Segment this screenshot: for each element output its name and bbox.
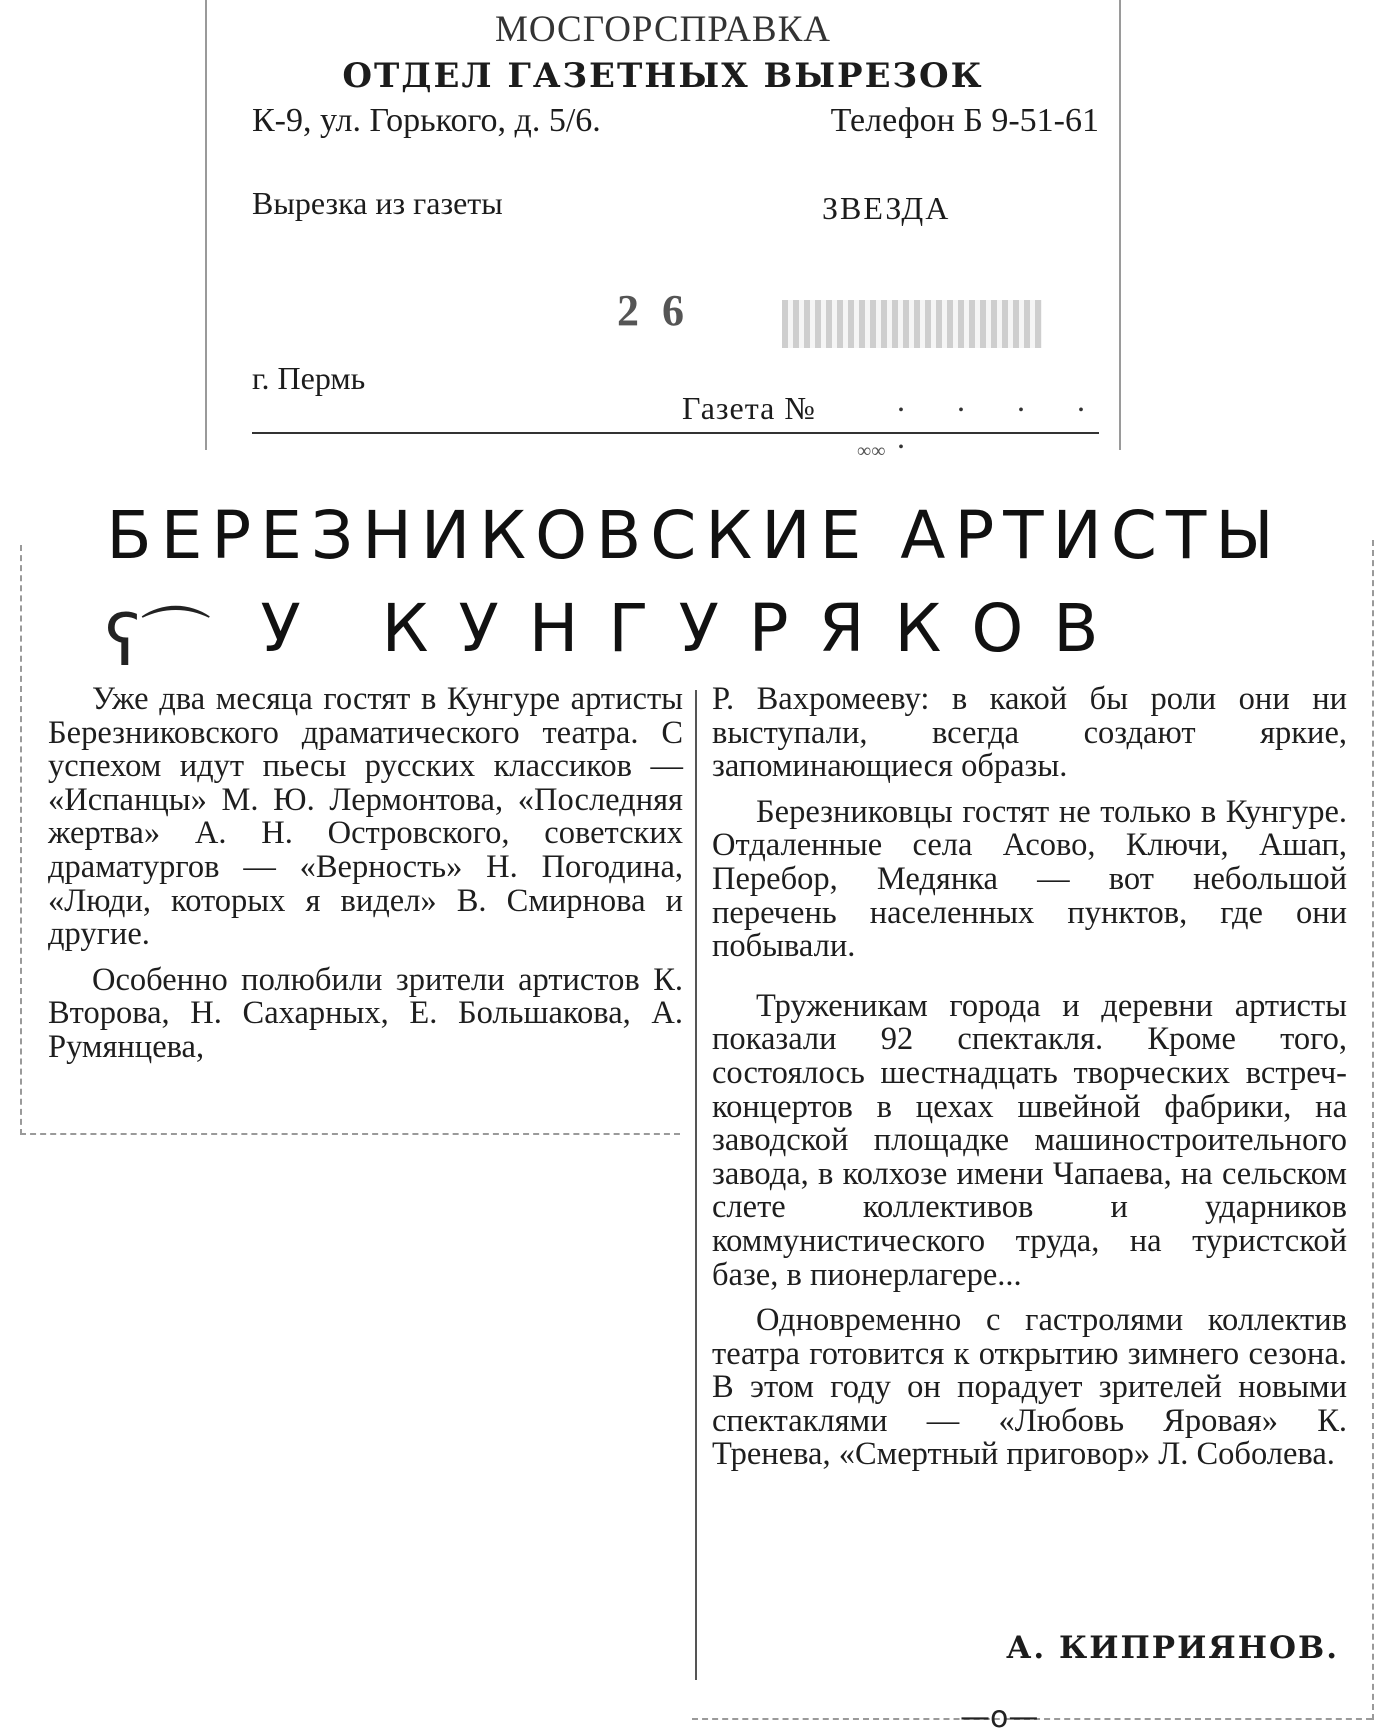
article-right-column: [712, 683, 1347, 1472]
paragraph: Уже два месяца гостят в Кунгуре артисты Березниковского драматического театра. С успехом идут пьесы русских классиков — «Испанцы» М. Ю. Лермонтова, «Последняя жертва» А. Н. Островского, советских драматургов — «Верность» Н. Погодина, «Люди, которых я видел» В. Смирнова и другие.: [48, 681, 683, 953]
headline-line-1: БЕРЕЗНИКОВСКИЕ АРТИСТЫ: [106, 497, 1283, 574]
stamp-phone: Телефон Б 9-51-61: [830, 102, 1099, 139]
paragraph: Труженикам города и деревни артисты показали 92 спектакля. Кроме того, состоялось шестнадцать творческих встреч-концертов в цехах швейной фабрики, на заводской площадке машиностроительного завода, в колхозе имени Чапаева, на сельском слете коллективов и ударников коммунистического труда, на туристской базе, в пионерлагере...: [712, 987, 1347, 1293]
stamp-date-smudge: [782, 300, 1042, 348]
stamp-issue-dots: . . . . .: [897, 382, 1107, 455]
clipping-edge-right: [1372, 540, 1374, 1720]
handwritten-mark-icon: ʕ⌒: [105, 600, 211, 682]
end-ornament-icon: —o—: [960, 1700, 1039, 1735]
stamp-city: г. Пермь: [252, 360, 366, 396]
column-divider: [695, 690, 697, 1680]
stamp-department: ОТДЕЛ ГАЗЕТНЫХ ВЫРЕЗОК: [342, 56, 984, 96]
clipping-stamp: [205, 0, 1121, 462]
stamp-organization: МОСГОРСПРАВКА: [494, 9, 831, 50]
clipping-edge-bottom: [20, 1133, 680, 1135]
article-left-column: [48, 683, 683, 1065]
stamp-date-day: 2 6: [617, 286, 690, 335]
paragraph: Одновременно с гастролями коллектив театра готовится к открытию зимнего сезона. В этом году он порадует зрителей новыми спектаклями — «Любовь Яровая» К. Тренева, «Смертный приговор» Л. Соболева.: [712, 1302, 1347, 1473]
stamp-underline: [252, 432, 1099, 434]
stamp-newspaper-name: ЗВЕЗДА: [822, 190, 951, 226]
stamp-clipping-label: Вырезка из газеты: [252, 185, 503, 221]
stamp-issue-label: Газета №: [682, 390, 816, 426]
paragraph: Березниковцы гостят не только в Кунгуре. Отдаленные села Асово, Ключи, Ашап, Перебор, Медянка — вот небольшой перечень населенных пунктов, где они побывали.: [712, 793, 1347, 965]
paragraph: Особенно полюбили зрители артистов К. Второва, Н. Сахарных, Е. Большакова, А. Румянцева,: [48, 961, 683, 1065]
ornament-icon: ∞∞: [857, 440, 886, 462]
headline-line-2: У КУНГУРЯКОВ: [260, 590, 1129, 667]
stamp-address: К-9, ул. Горького, д. 5/6.: [252, 102, 601, 139]
author-signature: А. КИПРИЯНОВ.: [1006, 1630, 1339, 1666]
paragraph: Р. Вахромееву: в какой бы роли они ни выступали, всегда создают яркие, запоминающиеся образы.: [712, 681, 1347, 785]
